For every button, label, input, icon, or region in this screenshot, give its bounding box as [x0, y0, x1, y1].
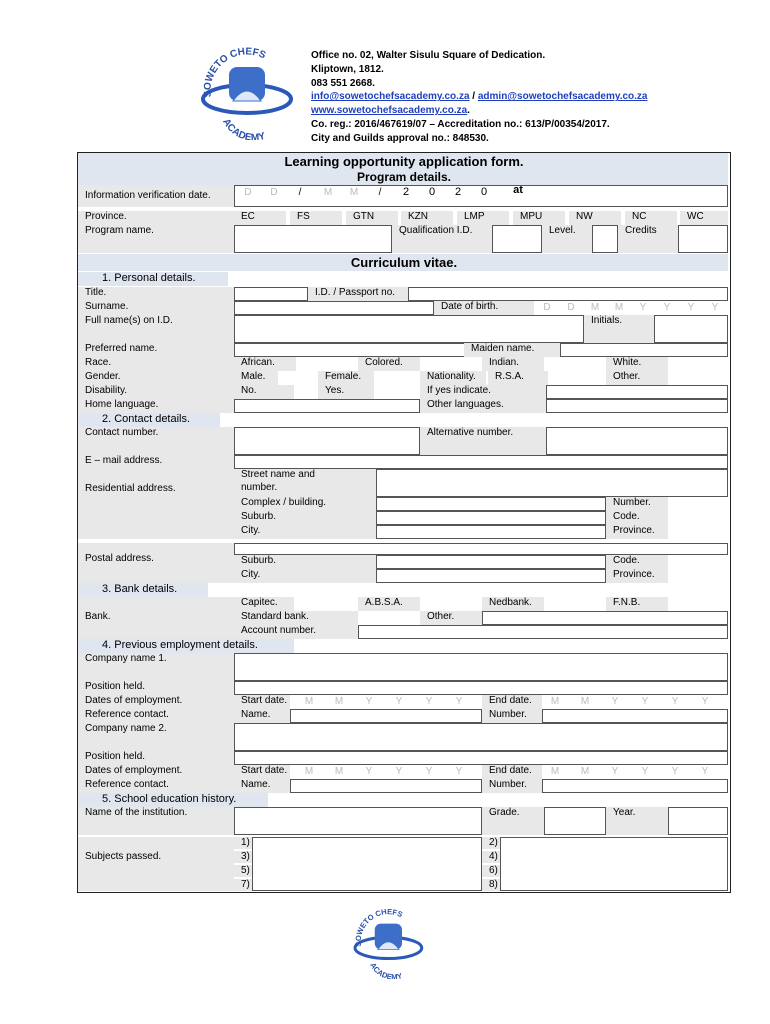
gender-label: Gender.	[78, 371, 234, 385]
subjects-label: Subjects passed.	[78, 837, 234, 891]
position1-label: Position held.	[78, 681, 234, 695]
info-date-boxes	[234, 185, 728, 207]
website-line	[311, 104, 647, 118]
subject-8: 8)	[482, 879, 500, 891]
office-address: Office no. 02, Walter Sisulu Square of Dedication.	[311, 50, 546, 61]
alt-number-input[interactable]	[546, 427, 728, 455]
initials-input[interactable]	[654, 315, 728, 343]
title-input[interactable]	[234, 287, 308, 301]
gender-male[interactable]: Male.	[234, 371, 278, 385]
start2-label: Start date.	[234, 765, 290, 779]
bank-capitec[interactable]: Capitec.	[234, 597, 294, 611]
dob-y4[interactable]: Y	[711, 302, 719, 313]
end1-m2[interactable]: M	[580, 696, 590, 707]
company2-input[interactable]	[234, 723, 728, 751]
website-link[interactable]: www.sowetochefsacademy.co.za	[311, 105, 468, 117]
start1-y2[interactable]: Y	[395, 696, 403, 707]
gender-female[interactable]: Female.	[318, 371, 374, 385]
disability-no[interactable]: No.	[234, 385, 294, 399]
subject-2: 2)	[482, 837, 500, 849]
street-label-2: number.	[241, 482, 278, 493]
province-lmp[interactable]: LMP	[457, 211, 509, 225]
email-separator: /	[469, 91, 478, 103]
email-input[interactable]	[234, 455, 728, 469]
bank-nedbank[interactable]: Nedbank.	[482, 597, 544, 611]
race-colored[interactable]: Colored.	[358, 357, 420, 371]
home-language-label: Home language.	[78, 399, 234, 413]
start2-y2[interactable]: Y	[395, 766, 403, 777]
ref1-number-input[interactable]	[542, 709, 728, 723]
end1-y3[interactable]: Y	[671, 696, 679, 707]
logo-top-text: SOWETO CHEFS	[202, 46, 268, 98]
province-mpu[interactable]: MPU	[513, 211, 565, 225]
end2-m2[interactable]: M	[580, 766, 590, 777]
start1-label: Start date.	[234, 695, 290, 709]
company1-input[interactable]	[234, 653, 728, 681]
end1-y4[interactable]: Y	[701, 696, 709, 707]
other-languages-label: Other languages.	[420, 399, 546, 413]
province-nw[interactable]: NW	[569, 211, 621, 225]
preferred-input[interactable]	[234, 343, 470, 357]
account-input[interactable]	[358, 625, 728, 639]
end2-y3[interactable]: Y	[671, 766, 679, 777]
postal-province-label: Province.	[606, 569, 668, 583]
if-yes-label: If yes indicate.	[420, 385, 546, 399]
ref2-name-label: Name.	[234, 779, 290, 793]
race-indian[interactable]: Indian.	[482, 357, 544, 371]
footer-logo-icon	[352, 907, 424, 979]
date-year-4[interactable]: 0	[480, 186, 488, 198]
end2-label: End date.	[482, 765, 542, 779]
date-year-1[interactable]: 2	[402, 186, 410, 198]
other-languages-input[interactable]	[546, 399, 728, 413]
date-day-1[interactable]: D	[244, 187, 252, 198]
date-sep-2: /	[378, 187, 382, 198]
start1-m1[interactable]: M	[304, 696, 314, 707]
res-province-label: Province.	[606, 525, 668, 539]
postal-code-label: Code.	[606, 555, 668, 569]
nationality-rsa[interactable]: R.S.A.	[488, 371, 548, 385]
end2-y4[interactable]: Y	[701, 766, 709, 777]
credits-input[interactable]	[678, 225, 728, 253]
section-employment: 4. Previous employment details.	[78, 639, 294, 653]
bank-other-input[interactable]	[482, 611, 728, 625]
ref1-name-label: Name.	[234, 709, 290, 723]
province-wc[interactable]: WC	[680, 211, 728, 225]
program-name-input[interactable]	[234, 225, 392, 253]
approval: City and Guilds approval no.: 848530.	[311, 132, 489, 144]
dob-label: Date of birth.	[434, 301, 534, 315]
province-kzn[interactable]: KZN	[401, 211, 453, 225]
start2-m1[interactable]: M	[304, 766, 314, 777]
program-heading: Program details.	[356, 170, 452, 184]
initials-label: Initials.	[584, 315, 654, 343]
res-city-label: City.	[234, 525, 376, 539]
street-label-1: Street name and	[241, 469, 315, 480]
end2-m1[interactable]: M	[550, 766, 560, 777]
contact-input[interactable]	[234, 427, 420, 455]
date-year-2[interactable]: 0	[428, 186, 436, 198]
title-label: Title.	[78, 287, 234, 301]
email-line	[311, 90, 647, 104]
email-link-info[interactable]: info@sowetochefsacademy.co.za	[311, 91, 470, 103]
res-city-input[interactable]	[376, 525, 606, 539]
ref2-number-input[interactable]	[542, 779, 728, 793]
website-period: .	[467, 105, 470, 117]
year-input[interactable]	[668, 807, 728, 835]
start2-m2[interactable]: M	[334, 766, 344, 777]
postal-label: Postal address.	[78, 543, 234, 583]
qualification-input[interactable]	[492, 225, 542, 253]
end1-label: End date.	[482, 695, 542, 709]
phone: 083 551 2668.	[311, 77, 375, 89]
dob-y3[interactable]: Y	[687, 302, 695, 313]
bank-standard[interactable]: Standard bank.	[234, 611, 358, 625]
subject-3: 3)	[234, 851, 252, 863]
cv-title: Curriculum vitae.	[350, 255, 458, 270]
race-white[interactable]: White.	[606, 357, 668, 371]
postal-city-input[interactable]	[376, 569, 606, 583]
institution-label: Name of the institution.	[78, 807, 234, 835]
res-code-label: Code.	[606, 511, 668, 525]
res-number-label: Number.	[606, 497, 668, 511]
application-form	[77, 152, 731, 893]
section-school: 5. School education history.	[78, 793, 268, 807]
logo-bottom-text: ACADEMY	[220, 116, 267, 140]
subject-5: 5)	[234, 865, 252, 877]
province-label: Province.	[78, 211, 234, 225]
date-at-label: at	[513, 184, 523, 196]
id-input[interactable]	[408, 287, 728, 301]
start1-y4[interactable]: Y	[455, 696, 463, 707]
province-nc[interactable]: NC	[625, 211, 677, 225]
company2-label: Company name 2.	[78, 723, 234, 751]
disability-label: Disability.	[78, 385, 234, 399]
header-block	[311, 49, 647, 146]
res-suburb-label: Suburb.	[234, 511, 376, 525]
fullname-input[interactable]	[234, 315, 584, 343]
postal-city-label: City.	[234, 569, 376, 583]
account-label: Account number.	[234, 625, 358, 639]
race-label: Race.	[78, 357, 234, 371]
section-contact: 2. Contact details.	[78, 413, 220, 427]
dob-m2[interactable]: M	[614, 302, 624, 313]
province-gtn[interactable]: GTN	[346, 211, 398, 225]
program-name-label: Program name.	[78, 225, 234, 253]
dob-y1[interactable]: Y	[639, 302, 647, 313]
ref2-name-input[interactable]	[290, 779, 482, 793]
email-label: E – mail address.	[78, 455, 234, 469]
footer-logo-bottom-text: ACADEMY	[368, 960, 404, 979]
race-african[interactable]: African.	[234, 357, 296, 371]
start1-y1[interactable]: Y	[365, 696, 373, 707]
section-bank: 3. Bank details.	[78, 583, 208, 597]
id-label: I.D. / Passport no.	[308, 287, 408, 301]
dob-m1[interactable]: M	[590, 302, 600, 313]
end2-y1[interactable]: Y	[611, 766, 619, 777]
reference1-label: Reference contact.	[78, 709, 234, 723]
alt-number-label: Alternative number.	[420, 427, 546, 455]
postal-line-input[interactable]	[234, 543, 728, 555]
end1-y2[interactable]: Y	[641, 696, 649, 707]
complex-label: Complex / building.	[234, 497, 376, 511]
credits-label: Credits	[618, 225, 678, 253]
form-title: Learning opportunity application form.	[284, 154, 524, 169]
start1-m2[interactable]: M	[334, 696, 344, 707]
postal-suburb-label: Suburb.	[234, 555, 376, 569]
ref1-number-label: Number.	[482, 709, 542, 723]
date-year-3[interactable]: 2	[454, 186, 462, 198]
position2-label: Position held.	[78, 751, 234, 765]
street-input[interactable]	[376, 469, 728, 497]
section-personal: 1. Personal details.	[78, 272, 228, 286]
fullname-label: Full name(s) on I.D.	[78, 315, 234, 343]
position1-input[interactable]	[234, 681, 728, 695]
province-ec[interactable]: EC	[234, 211, 286, 225]
nationality-label: Nationality.	[420, 371, 486, 385]
start1-y3[interactable]: Y	[425, 696, 433, 707]
end1-m1[interactable]: M	[550, 696, 560, 707]
subjects-right-input[interactable]	[500, 837, 728, 891]
maiden-label: Maiden name.	[464, 343, 560, 357]
end1-y1[interactable]: Y	[611, 696, 619, 707]
footer-logo-top-text: SOWETO CHEFS	[353, 907, 404, 947]
reference2-label: Reference contact.	[78, 779, 234, 793]
ref2-number-label: Number.	[482, 779, 542, 793]
date-sep-1: /	[298, 187, 302, 198]
grade-label: Grade.	[482, 807, 544, 835]
end2-y2[interactable]: Y	[641, 766, 649, 777]
res-suburb-input[interactable]	[376, 511, 606, 525]
province-fs[interactable]: FS	[290, 211, 342, 225]
gender-other[interactable]: Other.	[606, 371, 668, 385]
info-date-label: Information verification date.	[78, 185, 234, 207]
bank-label: Bank.	[78, 597, 234, 639]
grade-input[interactable]	[544, 807, 606, 835]
start2-y1[interactable]: Y	[365, 766, 373, 777]
email-link-admin[interactable]: admin@sowetochefsacademy.co.za	[477, 91, 648, 103]
bank-other[interactable]: Other.	[420, 611, 482, 625]
maiden-input[interactable]	[560, 343, 728, 357]
subject-1: 1)	[234, 837, 252, 849]
bank-fnb[interactable]: F.N.B.	[606, 597, 668, 611]
svg-text:ACADEMY	[220, 117, 267, 140]
subject-6: 6)	[482, 865, 500, 877]
dates1-label: Dates of employment.	[78, 695, 234, 709]
preferred-label: Preferred name.	[78, 343, 234, 357]
academy-logo	[199, 45, 294, 140]
company1-label: Company name 1.	[78, 653, 234, 681]
disability-input[interactable]	[546, 385, 728, 399]
home-language-input[interactable]	[234, 399, 420, 413]
subjects-left-input[interactable]	[252, 837, 482, 891]
dob-y2[interactable]: Y	[663, 302, 671, 313]
dates2-label: Dates of employment.	[78, 765, 234, 779]
date-day-2[interactable]: D	[270, 187, 278, 198]
start2-y3[interactable]: Y	[425, 766, 433, 777]
qualification-label: Qualification I.D.	[392, 225, 492, 253]
position2-input[interactable]	[234, 751, 728, 765]
surname-label: Surname.	[78, 301, 234, 315]
svg-text:ACADEMY	[368, 961, 403, 979]
subject-4: 4)	[482, 851, 500, 863]
institution-input[interactable]	[234, 807, 482, 835]
bank-absa[interactable]: A.B.S.A.	[358, 597, 420, 611]
postal-suburb-input[interactable]	[376, 555, 606, 569]
date-month-1[interactable]: M	[323, 187, 333, 198]
disability-yes[interactable]: Yes.	[318, 385, 374, 399]
registration: Co. reg.: 2016/467619/07 – Accreditation no.: 613/P/00354/2017.	[311, 118, 610, 130]
residential-label: Residential address.	[78, 469, 234, 539]
ref1-name-input[interactable]	[290, 709, 482, 723]
year-label: Year.	[606, 807, 668, 835]
date-month-2[interactable]: M	[349, 187, 359, 198]
town: Kliptown, 1812.	[311, 63, 384, 75]
level-input[interactable]	[592, 225, 618, 253]
level-label: Level.	[542, 225, 592, 253]
dob-d2[interactable]: D	[567, 302, 575, 313]
contact-label: Contact number.	[78, 427, 234, 455]
start2-y4[interactable]: Y	[455, 766, 463, 777]
subject-7: 7)	[234, 879, 252, 891]
dob-d1[interactable]: D	[543, 302, 551, 313]
surname-input[interactable]	[234, 301, 434, 315]
complex-input[interactable]	[376, 497, 606, 511]
